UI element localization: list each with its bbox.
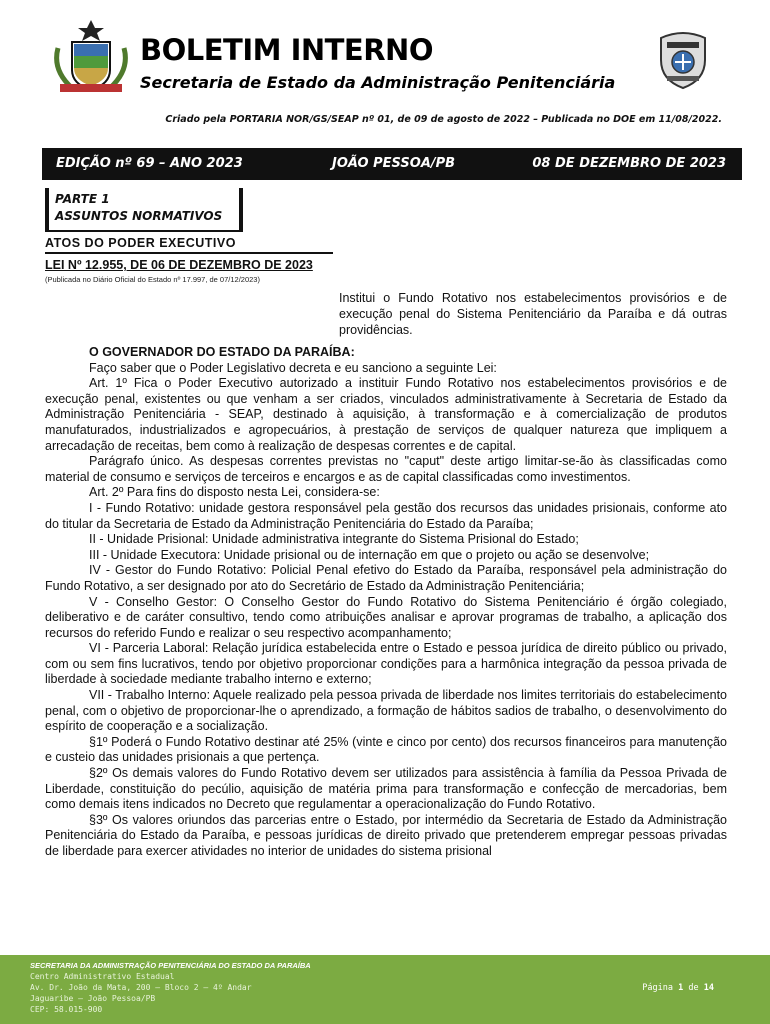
part-title: ASSUNTOS NORMATIVOS	[55, 209, 223, 223]
publication-note: (Publicada no Diário Oficial do Estado nº 17.997, de 07/12/2023)	[45, 275, 260, 284]
section-heading: ATOS DO PODER EXECUTIVO	[45, 236, 333, 254]
paragraph: Art. 2º Para fins do disposto nesta Lei, considera-se:	[89, 485, 380, 500]
document-header	[0, 0, 770, 150]
edition-number: EDIÇÃO nº 69 – ANO 2023	[56, 156, 243, 171]
edition-date: 08 DE DEZEMBRO DE 2023	[532, 156, 726, 171]
paragraph: §1º Poderá o Fundo Rotativo destinar até 25% (vinte e cinco por cento) dos recursos financeiros para manutenção e custeio das unidades prisionais a que pertença.	[45, 734, 727, 765]
footer-address-line: CEP: 58.015-900	[30, 1005, 103, 1014]
page-label: Página	[642, 983, 673, 993]
footer-address-line: Centro Administrativo Estadual	[30, 972, 175, 981]
law-summary: Institui o Fundo Rotativo nos estabelecimentos provisórios e de execução penal do Sistema Penitenciário da Paraíba e dá outras providências.	[339, 291, 727, 337]
part-number: PARTE 1	[55, 192, 110, 206]
paragraph: III - Unidade Executora: Unidade prisional ou de internação em que o projeto ou ação se desenvolve;	[89, 547, 650, 562]
footer-address-line: Jaguaribe – João Pessoa/PB	[30, 994, 156, 1003]
footer-address-line: Av. Dr. João da Mata, 200 – Bloco 2 – 4º Andar	[30, 983, 252, 992]
paragraph: VI - Parceria Laboral: Relação jurídica estabelecida entre o Estado e pessoa jurídica de direito público ou privado, com ou sem fins lucrativos, tendo por objetivo proporcionar condições para a harmônica integração da pessoa privada de liberdade à sociedade mediante trabalho interno e externo;	[45, 641, 727, 687]
paragraph: I - Fundo Rotativo: unidade gestora responsável pela gestão dos recursos das unidades prisionais, conforme ato do titular da Secretaria de Estado da Administração Penitenciária do Estado da Paraíba;	[45, 500, 727, 531]
paragraph: VII - Trabalho Interno: Aquele realizado pela pessoa privada de liberdade nos limites territoriais do estabelecimento penal, com o objetivo de proporcionar-lhe o aprendizado, a formação de hábitos sadios de trabalho, o desenvolvimento do espírito de cooperação e a socialização.	[45, 688, 727, 734]
law-body	[45, 345, 727, 860]
page-sep: de	[688, 983, 699, 993]
paragraph: §2º Os demais valores do Fundo Rotativo devem ser utilizados para assistência à família da Pessoa Privada de Liberdade, constituição do pecúlio, aquisição de matéria prima para transformação e confecção de mercadorias, bem como demais itens indicados no Decreto que regulamentar a operacionalização do Fundo Rotativo.	[45, 766, 727, 812]
badge-icon	[655, 28, 711, 90]
paragraph: V - Conselho Gestor: O Conselho Gestor do Fundo Rotativo do Sistema Penitenciário é órgão colegiado, deliberativo e de caráter consultivo, tendo como atribuições analisar e aprovar programas de trabalho, a aplicação dos recursos do referido Fundo e realizar o seu respectivo acompanhamento;	[45, 594, 727, 640]
part-heading	[45, 188, 243, 232]
coat-of-arms-icon	[50, 18, 132, 96]
bulletin-title: BOLETIM INTERNO	[140, 33, 433, 67]
page-total: 14	[703, 983, 714, 993]
bulletin-subtitle: Secretaria de Estado da Administração Penitenciária	[140, 73, 616, 92]
footer-org: SECRETARIA DA ADMINISTRAÇÃO PENITENCIÁRIA DO ESTADO DA PARAÍBA	[30, 961, 311, 970]
edition-city: JOÃO PESSOA/PB	[332, 156, 456, 171]
paragraph: §3º Os valores oriundos das parcerias entre o Estado, por intermédio da Secretaria de Estado da Administração Penitenciária do Estado da Paraíba, e pessoas jurídicas de direito privado que pretenderem empregar pessoas privadas de liberdade para exercer atividades no interior de unidades do sistema prisional	[45, 812, 727, 858]
paragraph: II - Unidade Prisional: Unidade administrativa integrante do Sistema Prisional do Estado;	[89, 532, 579, 547]
page-footer	[0, 955, 770, 1024]
governor-heading: O GOVERNADOR DO ESTADO DA PARAÍBA:	[89, 345, 355, 359]
paragraph: Parágrafo único. As despesas correntes previstas no "caput" deste artigo limitar-se-ão às classificadas como material de consumo e serviços de terceiros e encargos e as de capital classificadas como investimentos.	[45, 454, 727, 484]
paragraph: Art. 1º Fica o Poder Executivo autorizado a instituir Fundo Rotativo nos estabelecimentos provisórios e de execução penal, existentes ou que venham a ser criados, vinculados administrativamente à Secretaria de Estado da Administração Penitenciária - SEAP, destinado à aquisição, à transformação e à comercialização de produtos manufaturados, industrializados e agropecuários, à prestação de serviços de qualquer natureza que impliquem a arrecadação de receitas, bem como à realização de despesas correntes e de capital.	[45, 376, 727, 453]
page-current: 1	[678, 983, 684, 993]
law-title: LEI Nº 12.955, DE 06 DE DEZEMBRO DE 2023	[45, 258, 313, 272]
page-number	[642, 983, 714, 993]
edition-bar	[42, 148, 742, 180]
paragraph: Faço saber que o Poder Legislativo decreta e eu sanciono a seguinte Lei:	[89, 360, 497, 375]
creation-note: Criado pela PORTARIA NOR/GS/SEAP nº 01, de 09 de agosto de 2022 – Publicada no DOE em 11/08/2022.	[165, 114, 722, 125]
paragraph: IV - Gestor do Fundo Rotativo: Policial Penal efetivo do Estado da Paraíba, responsável pela administração do Fundo Rotativo, a ser designado por ato do Secretário de Estado da Administração Penitenciária;	[45, 563, 727, 593]
